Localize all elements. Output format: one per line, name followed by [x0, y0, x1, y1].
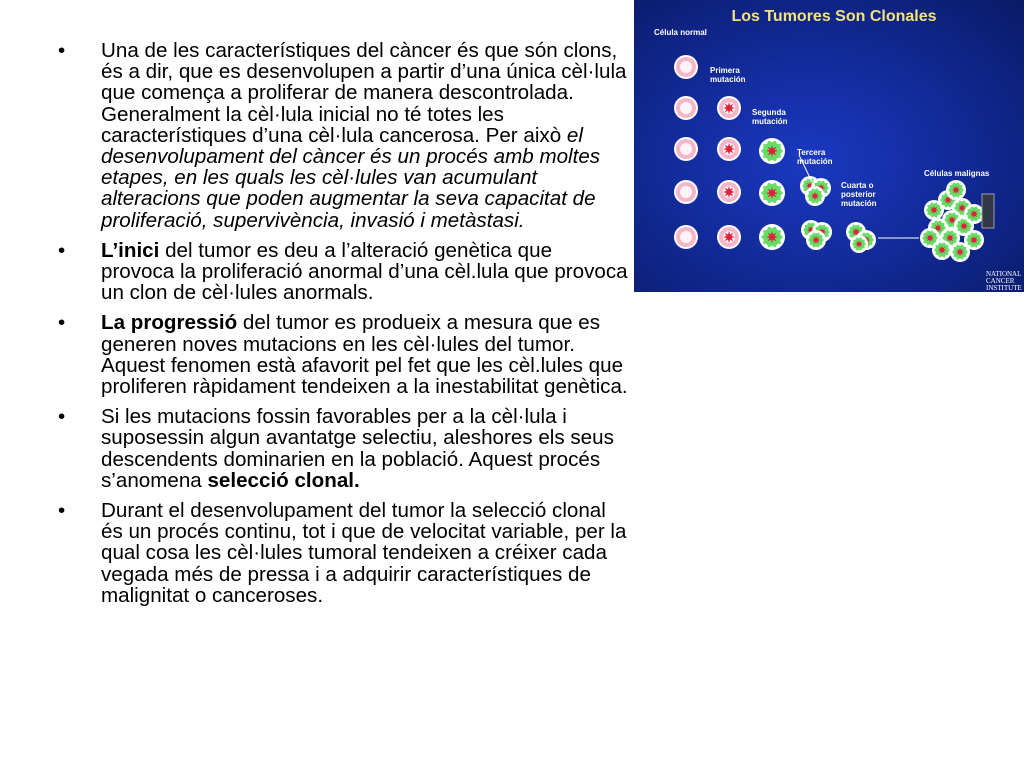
- italic-text: el desenvolupament del càncer és un procés amb moltes etapes, en les quals les cèl·lules van acumulant alteracions que poden augmentar la seva capacitat de proliferació, supervivència, invasió i metàstasi.: [101, 123, 601, 232]
- bold-text: La progressió: [101, 311, 238, 335]
- cell-diagram: [674, 55, 994, 262]
- mutation-mark: [811, 192, 820, 201]
- cell-nucleus: [680, 102, 692, 114]
- mutation-mark: [766, 187, 778, 199]
- bullet-text: del tumor es produeix a mesura que es generen noves mutacions en les cèl·lules del tumor. Aquest fenomen està afavorit pel fet que les cèl.lules que proliferen ràpidament tendeixen a la inestabilitat genètica.: [101, 311, 628, 399]
- mutation-mark: [970, 236, 979, 245]
- label-line: mutación: [710, 75, 746, 84]
- mutation-mark: [766, 145, 778, 157]
- label-line: mutación: [797, 157, 833, 166]
- bullet-item: [58, 240, 628, 304]
- label-malignant-cells: Células malignas: [924, 169, 990, 178]
- bullet-item: [58, 500, 628, 606]
- mutation-mark: [970, 210, 979, 219]
- label-line: posterior: [841, 190, 876, 199]
- bullet-item: [58, 312, 628, 397]
- mutation-mark: [946, 234, 955, 243]
- label-normal-cell: Célula normal: [654, 28, 707, 37]
- bold-text: L’inici: [101, 238, 160, 262]
- mutation-mark: [926, 234, 935, 243]
- bullet-dot: •: [58, 311, 66, 335]
- bullet-dot: •: [58, 238, 66, 262]
- bullet-dot: •: [58, 39, 66, 62]
- label-first-mutation: [710, 66, 746, 84]
- label-third-mutation: [797, 148, 833, 166]
- logo-line: INSTITUTE: [986, 284, 1022, 292]
- bold-text: selecció clonal.: [207, 468, 360, 492]
- bullet-dot: •: [58, 405, 66, 429]
- label-line: Segunda: [752, 108, 786, 117]
- cell-stack: [982, 194, 994, 228]
- cell-nucleus: [680, 143, 692, 155]
- mutation-mark: [956, 248, 965, 257]
- bullet-dot: •: [58, 499, 66, 523]
- nci-logo: [986, 270, 1022, 292]
- bullet-item: [58, 406, 628, 491]
- logo-line: CANCER: [986, 277, 1015, 285]
- label-line: mutación: [752, 117, 788, 126]
- mutation-mark: [930, 206, 939, 215]
- figure-title: Los Tumores Son Clonales: [731, 8, 937, 25]
- label-second-mutation: [752, 108, 788, 126]
- mutation-mark: [812, 236, 821, 245]
- tumor-clonal-figure: [634, 0, 1024, 292]
- label-line: Tercera: [797, 148, 826, 157]
- bullet-list: [58, 40, 628, 615]
- bullet-text: Durant el desenvolupament del tumor la selecció clonal és un procés continu, tot i que de velocitat variable, per la qual cosa les cèl·lules tumoral tendeixen a créixer cada vegada més de pressa i a adquirir característiques de malignitat o canceroses.: [101, 499, 627, 607]
- bullet-item: [58, 40, 628, 231]
- figure-svg: [634, 0, 1024, 292]
- mutation-mark: [855, 240, 863, 248]
- bullet-text: Si les mutacions fossin favorables per a la cèl·lula i suposessin algun avantatge selectiu, aleshores els seus descendents dominarien en la població. Aquest procés s’anomena: [101, 405, 614, 492]
- bullet-text: del tumor es deu a l’alteració genètica que provoca la proliferació anormal d’una cèl.lula que provoca un clon de cèl·lules anormals.: [101, 238, 628, 305]
- bullet-text: Una de les característiques del càncer és que són clons, és a dir, que es desenvolupen a partir d’una única cèl·lula que comença a proliferar de manera descontrolada. Generalment la cèl·lula inicial no té totes les característiques d’una cèl·lula cancerosa. Per això: [101, 39, 627, 147]
- cell-nucleus: [680, 186, 692, 198]
- label-fourth-mutation: [841, 181, 877, 208]
- logo-line: NATIONAL: [986, 270, 1022, 278]
- mutation-mark: [960, 222, 969, 231]
- mutation-mark: [938, 246, 947, 255]
- label-line: Primera: [710, 66, 740, 75]
- mutation-mark: [952, 186, 961, 195]
- mutation-mark: [766, 231, 778, 243]
- label-line: mutación: [841, 199, 877, 208]
- cell-nucleus: [680, 61, 692, 73]
- label-line: Cuarta o: [841, 181, 874, 190]
- cell-nucleus: [680, 231, 692, 243]
